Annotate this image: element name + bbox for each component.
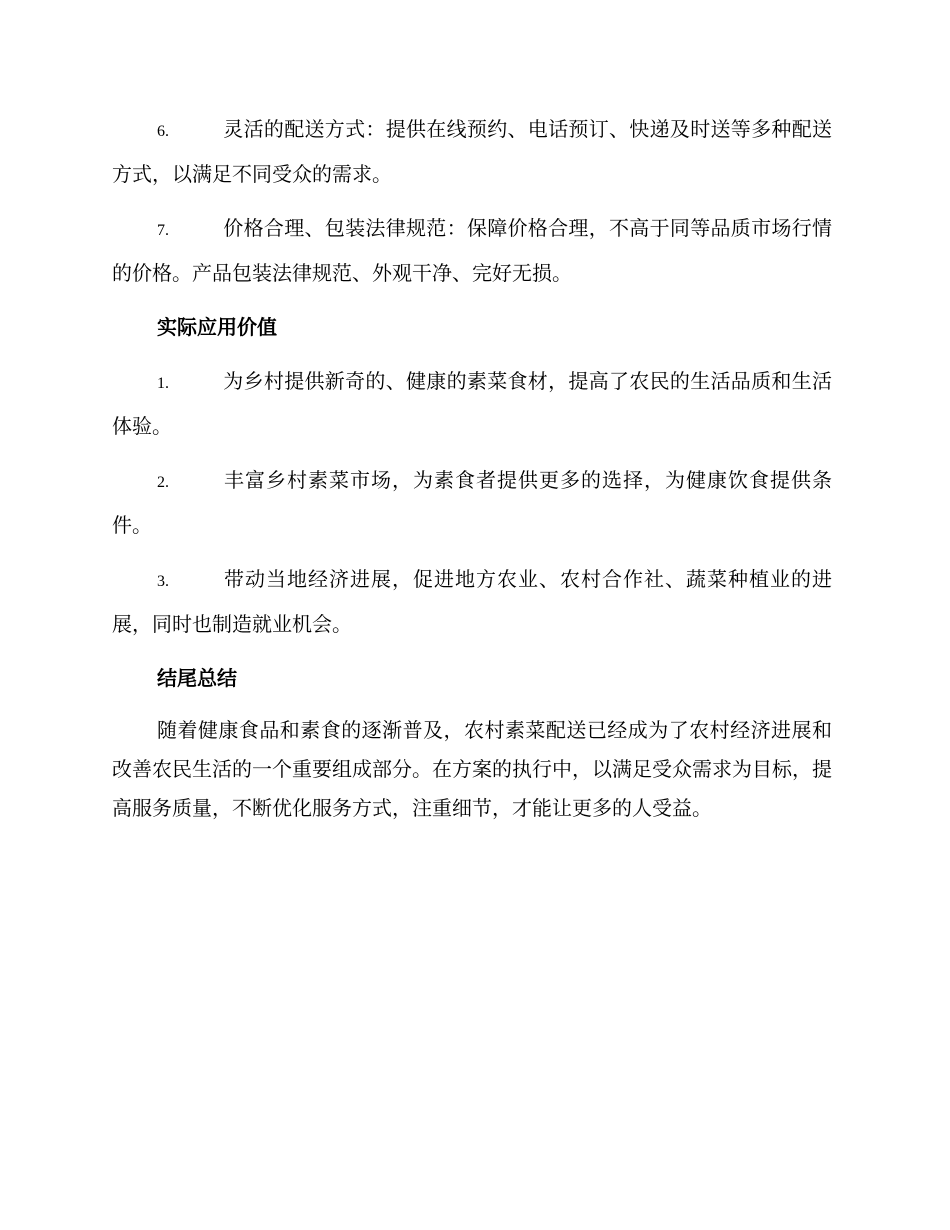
list-item	[112, 207, 832, 294]
list-item	[112, 459, 832, 546]
section-heading-value: 实际应用价值	[157, 315, 277, 339]
section-heading-summary: 结尾总结	[157, 666, 237, 690]
list-number: 1.	[157, 375, 169, 392]
list-text: 为乡村提供新奇的、健康的素菜食材，提高了农民的生活品质和生活体验。	[112, 369, 832, 438]
document-body	[112, 108, 832, 828]
list-text: 价格合理、包装法律规范：保障价格合理，不高于同等品质市场行情的价格。产品包装法律规范、外观干净、完好无损。	[112, 216, 832, 285]
list-text: 带动当地经济进展，促进地方农业、农村合作社、蔬菜种植业的进展，同时也制造就业机会。	[112, 567, 832, 636]
list-item	[112, 108, 832, 195]
list-text: 灵活的配送方式：提供在线预约、电话预订、快递及时送等多种配送方式，以满足不同受众的需求。	[112, 117, 832, 186]
list-number: 3.	[157, 573, 169, 590]
list-item	[112, 360, 832, 447]
list-text: 丰富乡村素菜市场，为素食者提供更多的选择，为健康饮食提供条件。	[112, 468, 832, 537]
summary-paragraph: 随着健康食品和素食的逐渐普及，农村素菜配送已经成为了农村经济进展和改善农民生活的一个重要组成部分。在方案的执行中，以满足受众需求为目标，提高服务质量，不断优化服务方式，注重细节，才能让更多的人受益。	[112, 718, 832, 820]
list-number: 2.	[157, 474, 169, 491]
list-number: 7.	[157, 222, 169, 239]
list-item	[112, 558, 832, 645]
list-number: 6.	[157, 123, 169, 140]
